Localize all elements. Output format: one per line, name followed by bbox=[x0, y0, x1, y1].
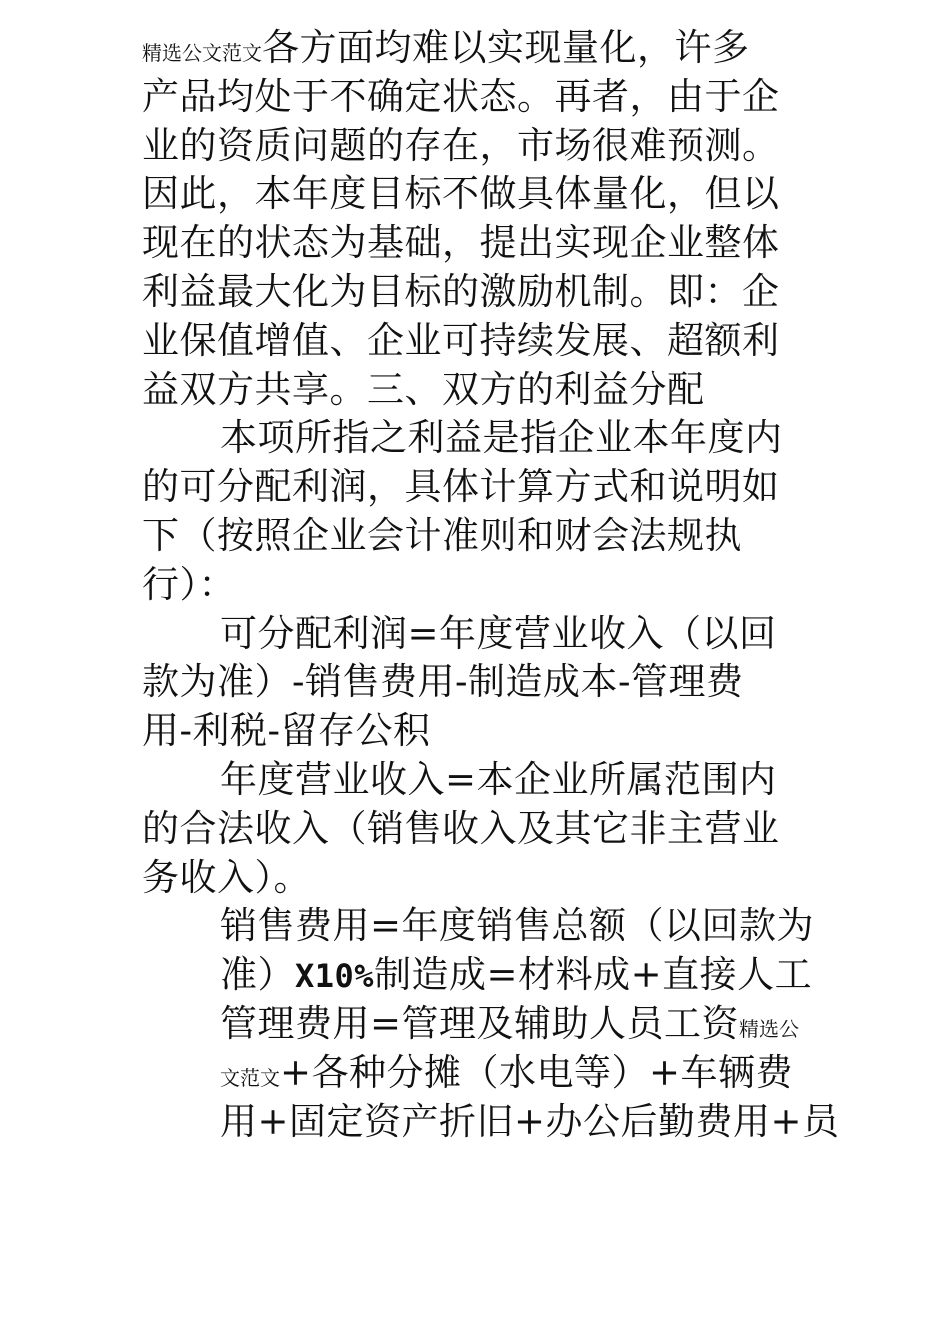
paragraph-start: 年度营业收入=本企业所属范围内 bbox=[220, 757, 777, 801]
text-line: 的可分配利润，具体计算方式和说明如 bbox=[142, 465, 780, 509]
text-line: 现在的状态为基础，提出实现企业整体 bbox=[142, 221, 780, 265]
text-line: 管理费用=管理及辅助人员工资精选公 bbox=[220, 1001, 800, 1045]
paragraph-start: 本项所指之利益是指企业本年度内 bbox=[220, 416, 783, 460]
text-line: 精选公文范文各方面均难以实现量化，许多 bbox=[142, 26, 750, 69]
text-line: 务收入）。 bbox=[142, 855, 311, 899]
document-body bbox=[142, 24, 840, 1146]
paragraph-start: 销售费用=年度销售总额（以回款为 bbox=[220, 904, 815, 948]
watermark-text: 精选公文范文 bbox=[142, 41, 262, 65]
watermark-text: 文范文 bbox=[220, 1065, 280, 1090]
text-line: 款为准）-销售费用-制造成本-管理费 bbox=[142, 660, 744, 704]
watermark-text: 精选公 bbox=[739, 1016, 800, 1041]
text-line: 业的资质问题的存在，市场很难预测。 bbox=[142, 123, 780, 167]
text-line: 产品均处于不确定状态。再者，由于企 bbox=[142, 74, 780, 118]
text-line: 用-利税-留存公积 bbox=[142, 709, 431, 753]
text-line: 利益最大化为目标的激励机制。即：企 bbox=[142, 269, 780, 313]
text-line: 益双方共享。三、双方的利益分配 bbox=[142, 367, 705, 411]
text-line: 用+固定资产折旧+办公后勤费用+员 bbox=[220, 1099, 840, 1143]
formula-fragment: X10% bbox=[295, 957, 375, 996]
text-line: 的合法收入（销售收入及其它非主营业 bbox=[142, 806, 780, 850]
text-line: 因此，本年度目标不做具体量化，但以 bbox=[142, 172, 780, 216]
text-line: 下（按照企业会计准则和财会法规执 bbox=[142, 513, 742, 557]
paragraph-start: 可分配利润=年度营业收入（以回 bbox=[220, 611, 777, 655]
text-line: 行）： bbox=[142, 562, 236, 606]
text-line: 准）X10%制造成=材料成+直接人工 bbox=[220, 953, 813, 997]
text-line: 业保值增值、企业可持续发展、超额利 bbox=[142, 318, 780, 362]
text-line: 文范文+各种分摊（水电等）+车辆费 bbox=[220, 1050, 794, 1094]
